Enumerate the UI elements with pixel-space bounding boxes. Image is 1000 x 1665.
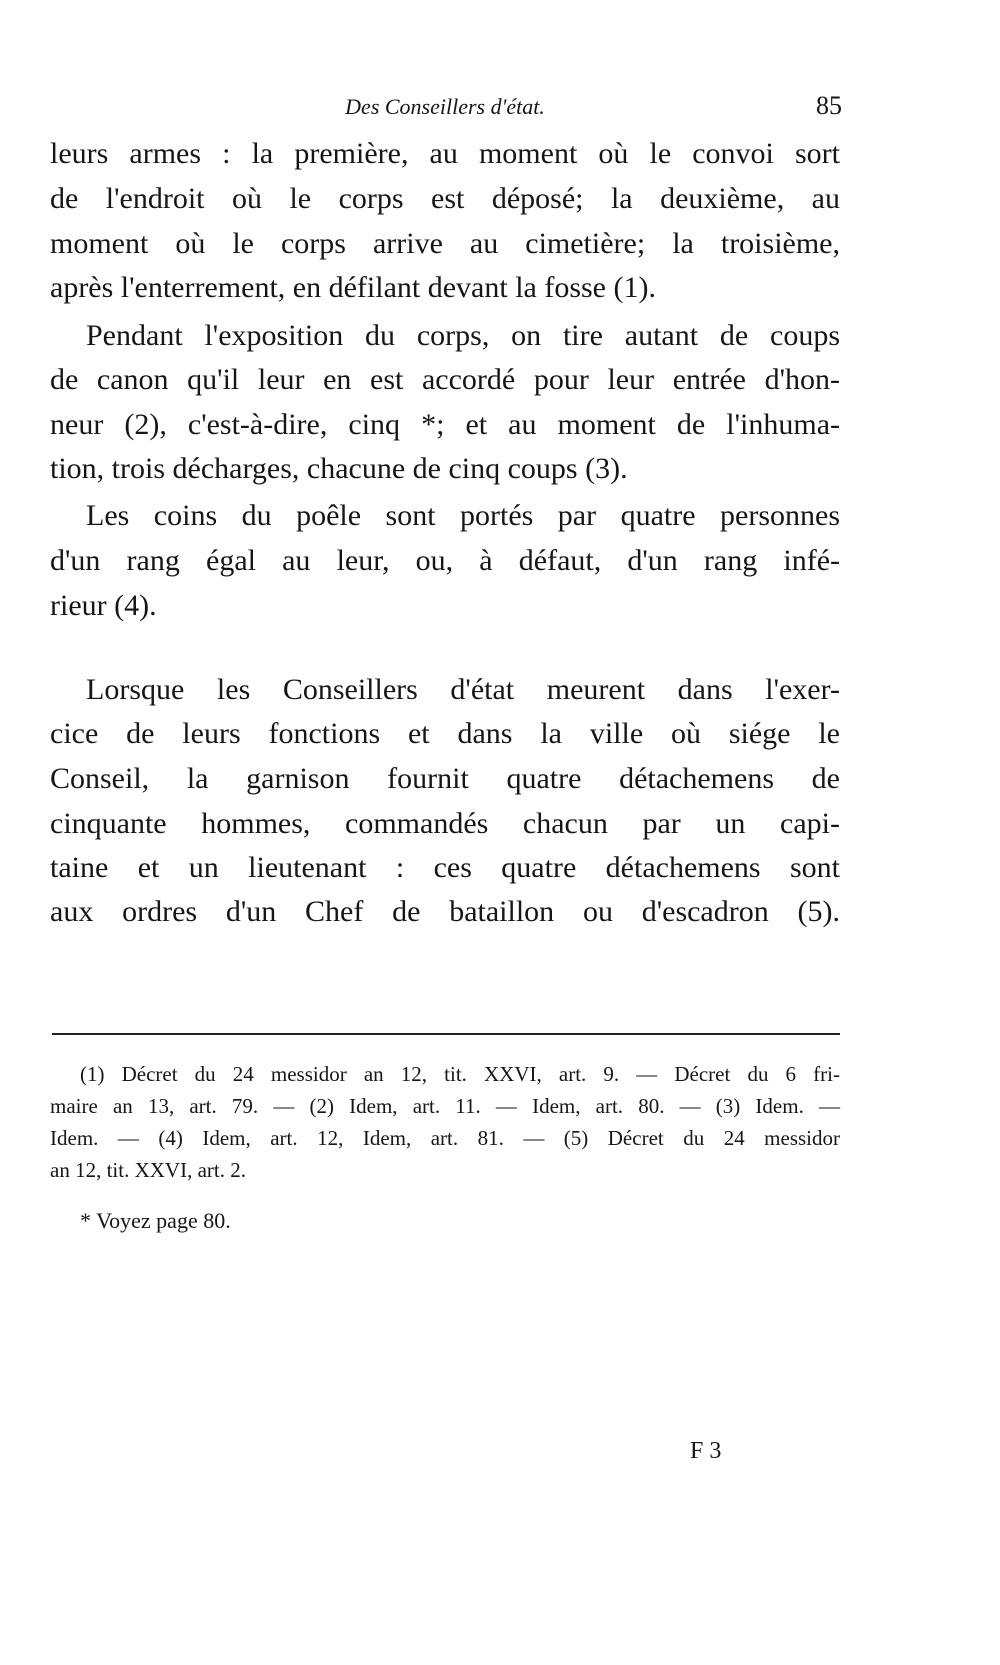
body-line: après l'enterrement, en défilant devant la fosse (1). — [50, 271, 656, 304]
body-line: de l'endroit où le corps est déposé; la deuxième, au — [50, 182, 840, 215]
footnote-line: maire an 13, art. 79. — (2) Idem, art. 11. — Idem, art. 80. — (3) Idem. — — [50, 1094, 840, 1118]
footnote-line: (1) Décret du 24 messidor an 12, tit. XXVI, art. 9. — Décret du 6 fri- — [80, 1062, 840, 1086]
body-line: moment où le corps arrive au cimetière; la troisième, — [50, 227, 840, 260]
page-number: 85 — [816, 91, 842, 120]
body-line: Lorsque les Conseillers d'état meurent dans l'exer- — [86, 673, 840, 706]
body-line: cice de leurs fonctions et dans la ville où siége le — [50, 717, 840, 750]
body-line: neur (2), c'est-à-dire, cinq *; et au moment de l'inhuma- — [50, 408, 840, 441]
footnote-reference: * Voyez page 80. — [80, 1208, 231, 1233]
footnote-line: Idem. — (4) Idem, art. 12, Idem, art. 81. — (5) Décret du 24 messidor — [50, 1126, 840, 1150]
running-title: Des Conseillers d'état. — [345, 94, 545, 119]
body-line: leurs armes : la première, au moment où le convoi sort — [50, 137, 840, 170]
body-line: taine et un lieutenant : ces quatre détachemens sont — [50, 851, 840, 884]
body-line: cinquante hommes, commandés chacun par un capi- — [50, 807, 840, 840]
body-line: tion, trois décharges, chacune de cinq coups (3). — [50, 452, 628, 485]
body-line: Conseil, la garnison fournit quatre détachemens de — [50, 762, 840, 795]
body-line: Pendant l'exposition du corps, on tire autant de coups — [86, 319, 840, 352]
footnote-line: an 12, tit. XXVI, art. 2. — [50, 1158, 246, 1182]
body-line: aux ordres d'un Chef de bataillon ou d'escadron (5). — [50, 895, 840, 928]
body-line: d'un rang égal au leur, ou, à défaut, d'un rang infé- — [50, 544, 840, 577]
body-line: Les coins du poêle sont portés par quatre personnes — [86, 499, 840, 532]
signature-mark: F 3 — [690, 1438, 722, 1464]
footnote-divider — [52, 1033, 840, 1035]
page-header — [50, 91, 842, 128]
body-line: de canon qu'il leur en est accordé pour leur entrée d'hon- — [50, 363, 840, 396]
body-line: rieur (4). — [50, 589, 157, 622]
